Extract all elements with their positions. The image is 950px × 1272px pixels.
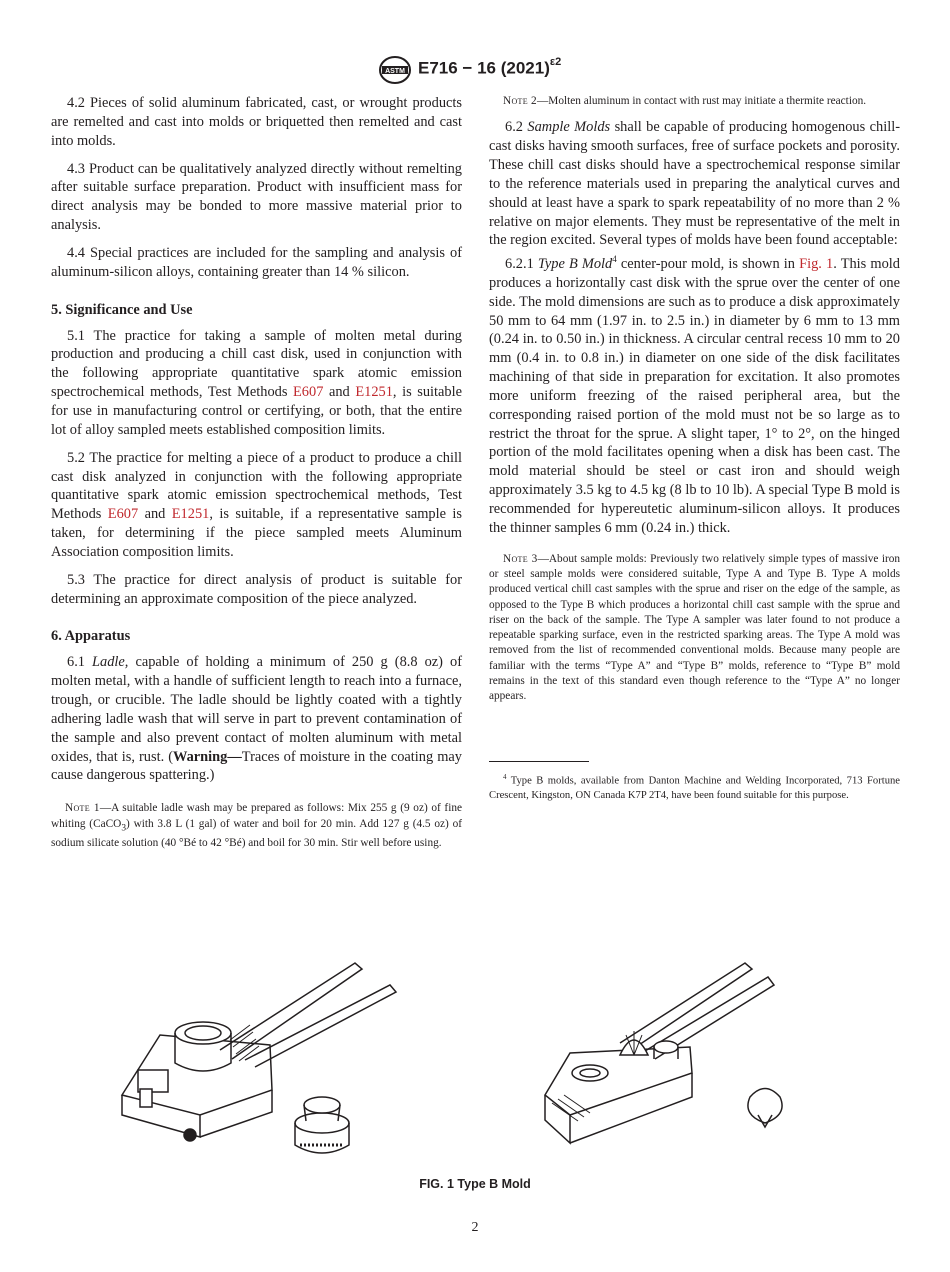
epsilon-superscript: ε2 — [549, 56, 562, 68]
paragraph-6-2-1: 6.2.1 Type B Mold$^4$ center-pour mold, is shown in Fig. 1. This mold produces a horizontally cast disk with the sprue over the center of one side. The mold dimensions are such as to produce a disk approximately 50 mm to 64 mm (1.97 in. to 2.5 in.) in diameter by 6 mm to 13 mm (0.24 in. to 0.50 in.) in thickness. A circular central recess 10 mm to 20 mm (0.4 in. to 0.8 in.) in diameter on one side of the disk facilitates machining of that side in preparation for excitation. It also promotes more uniform freezing of the raised peripheral area, but the corresponding raised portion of the mold must not be so large as to restrict the throat for the sprue. A slight taper, 1° to 2°, on the hinged portion of the mold facilitates opening when a disk has been cast. The mold material should be steel or cast iron and should weigh approximately 3.5 kg to 4.5 kg (8 lb to 10 lb). A special Type B mold is recommended for hypereutetic aluminum-silicon alloys. It produces the thinner samples 6 mm (0.24 in.) thick. — [489, 254, 900, 536]
figure-caption: FIG. 1 Type B Mold — [419, 1177, 531, 1191]
note-3: Note 3—About sample molds: Previously two relatively simple types of massive iron or steel sample molds were considered suitable, Type A and Type B. Type A molds produced vertical chill cast samples with the sprue and riser on the edge of the sample, as opposed to the Type B which produces a horizontal chill cast sample with the sprue and riser on the back of the sample. The Type A sampler was later found to not produce a repeatable sparking surface, even in the restricted sparking areas. The Type A mold was removed from the list of recommended conventional molds. Because many people are familiar with the terms “Type A” and “Type B” molds, reference to “Type B” mold remains in the text of this standard even though reference to the “Type A” no longer appears. — [489, 552, 901, 703]
disk-sample-left-drawing — [295, 1097, 349, 1153]
paragraph-6-1: 6.1 Ladle, capable of holding a minimum of 250 g (8.8 oz) of molten metal, with a handle of sufficient length to reach into a furnace, trough, or crucible. The ladle should be lightly coated with a tightly adhering ladle wash that will serve in part to prevent contamination of the sample and also prevent contact of molten aluminum with metal oxides, that is, rust. (Warning—Traces of moisture in the coating may cause dangerous spattering.) — [51, 654, 462, 784]
ref-link-e607[interactable]: E607 — [107, 506, 139, 523]
paragraph-4-4: 4.4 Special practices are included for the sampling and analysis of aluminum-silicon alloys, containing greater than 14 % silicon. — [51, 244, 462, 280]
page-number: 2 — [471, 1220, 479, 1235]
paragraph-6-2: 6.2 Sample Molds shall be capable of producing homogenous chill-cast disks having smooth surfaces, free of surface pockets and porosity. These chill cast disks should have a spectrochemical response similar to the reference materials used in preparing the analytical curves and should at least have a spark to spark repeatability of no more than 2 % relative on major elements. They must be representative of the melt in the region excited. Several types of molds have been found acceptable: — [489, 119, 900, 249]
standard-designation: E716 − 16 $(2021)^{\varepsilon 2}$ — [418, 56, 562, 78]
paragraph-4-3: 4.3 Product can be qualitatively analyzed directly without remelting after suitable surface preparation. Product with insufficient mass for direct analysis may be bonded to more massive material prior to analysis. — [51, 160, 462, 234]
right-column — [489, 94, 900, 803]
type-b-mold-figure — [100, 955, 860, 1170]
note-1: Note 1—A suitable ladle wash may be prepared as follows: Mix 255 g (9 oz) of fine whiting (CaCO$_3$) with 3.8 L (1 gal) of water and boil for 20 min. Add 127 g (4.5 oz) of sodium silicate solution (40 °Bé to 42 °Bé) and boil for 30 min. Stir well before using. — [51, 802, 462, 850]
paragraph-4-2: 4.2 Pieces of solid aluminum fabricated, cast, or wrought products are remelted and cast into molds or briquetted then remelted and cast into molds. — [51, 95, 462, 149]
section-5-heading: 5. Significance and Use — [51, 301, 193, 318]
section-6-heading: 6. Apparatus — [51, 628, 131, 645]
footnote-4: $^4$ Type B molds, available from Danton Machine and Welding Incorporated, 713 Fortune Crescent, Kingston, ON Canada K7P 2T4, have been found suitable for this purpose. — [489, 772, 900, 801]
note-2: Note 2—Molten aluminum in contact with rust may initiate a thermite reaction. — [503, 95, 867, 107]
paragraph-5-2: 5.2 The practice for melting a piece of a product to produce a chill cast disk analyzed in conjunction with the following appropriate quantitative spark atomic emission spectrochemical methods, Test Methods E607 and E1251, is suitable, if a representative sample is taken, for determining if the piece sampled meets Aluminum Association composition limits. — [51, 449, 462, 560]
paragraph-5-1: 5.1 The practice for taking a sample of molten metal during production and producing a chill cast disk, used in conjunction with the following appropriate quantitative spark atomic emission spectrochemical methods, Test Methods E607 and E1251, is suitable for use in manufacturing control or certifying, or both, that the entire lot of alloy sampled meets established composition limits. — [51, 327, 462, 438]
mold-closed-drawing — [122, 963, 396, 1141]
fig-1-link[interactable]: Fig. 1 — [799, 256, 834, 272]
ref-link-e1251[interactable]: E1251 — [171, 506, 210, 523]
astm-logo-text: ASTM — [385, 68, 405, 75]
astm-logo-icon — [378, 55, 412, 85]
disk-sample-right-drawing — [748, 1089, 782, 1128]
left-column — [51, 94, 462, 851]
page-header — [0, 55, 950, 85]
footnote-divider — [489, 761, 589, 762]
mold-open-drawing — [545, 963, 774, 1143]
ref-link-e1251[interactable]: E1251 — [355, 384, 393, 401]
paragraph-5-3: 5.3 The practice for direct analysis of product is suitable for determining an approximate composition of the piece analyzed. — [51, 571, 462, 607]
ref-link-e607[interactable]: E607 — [293, 384, 324, 401]
